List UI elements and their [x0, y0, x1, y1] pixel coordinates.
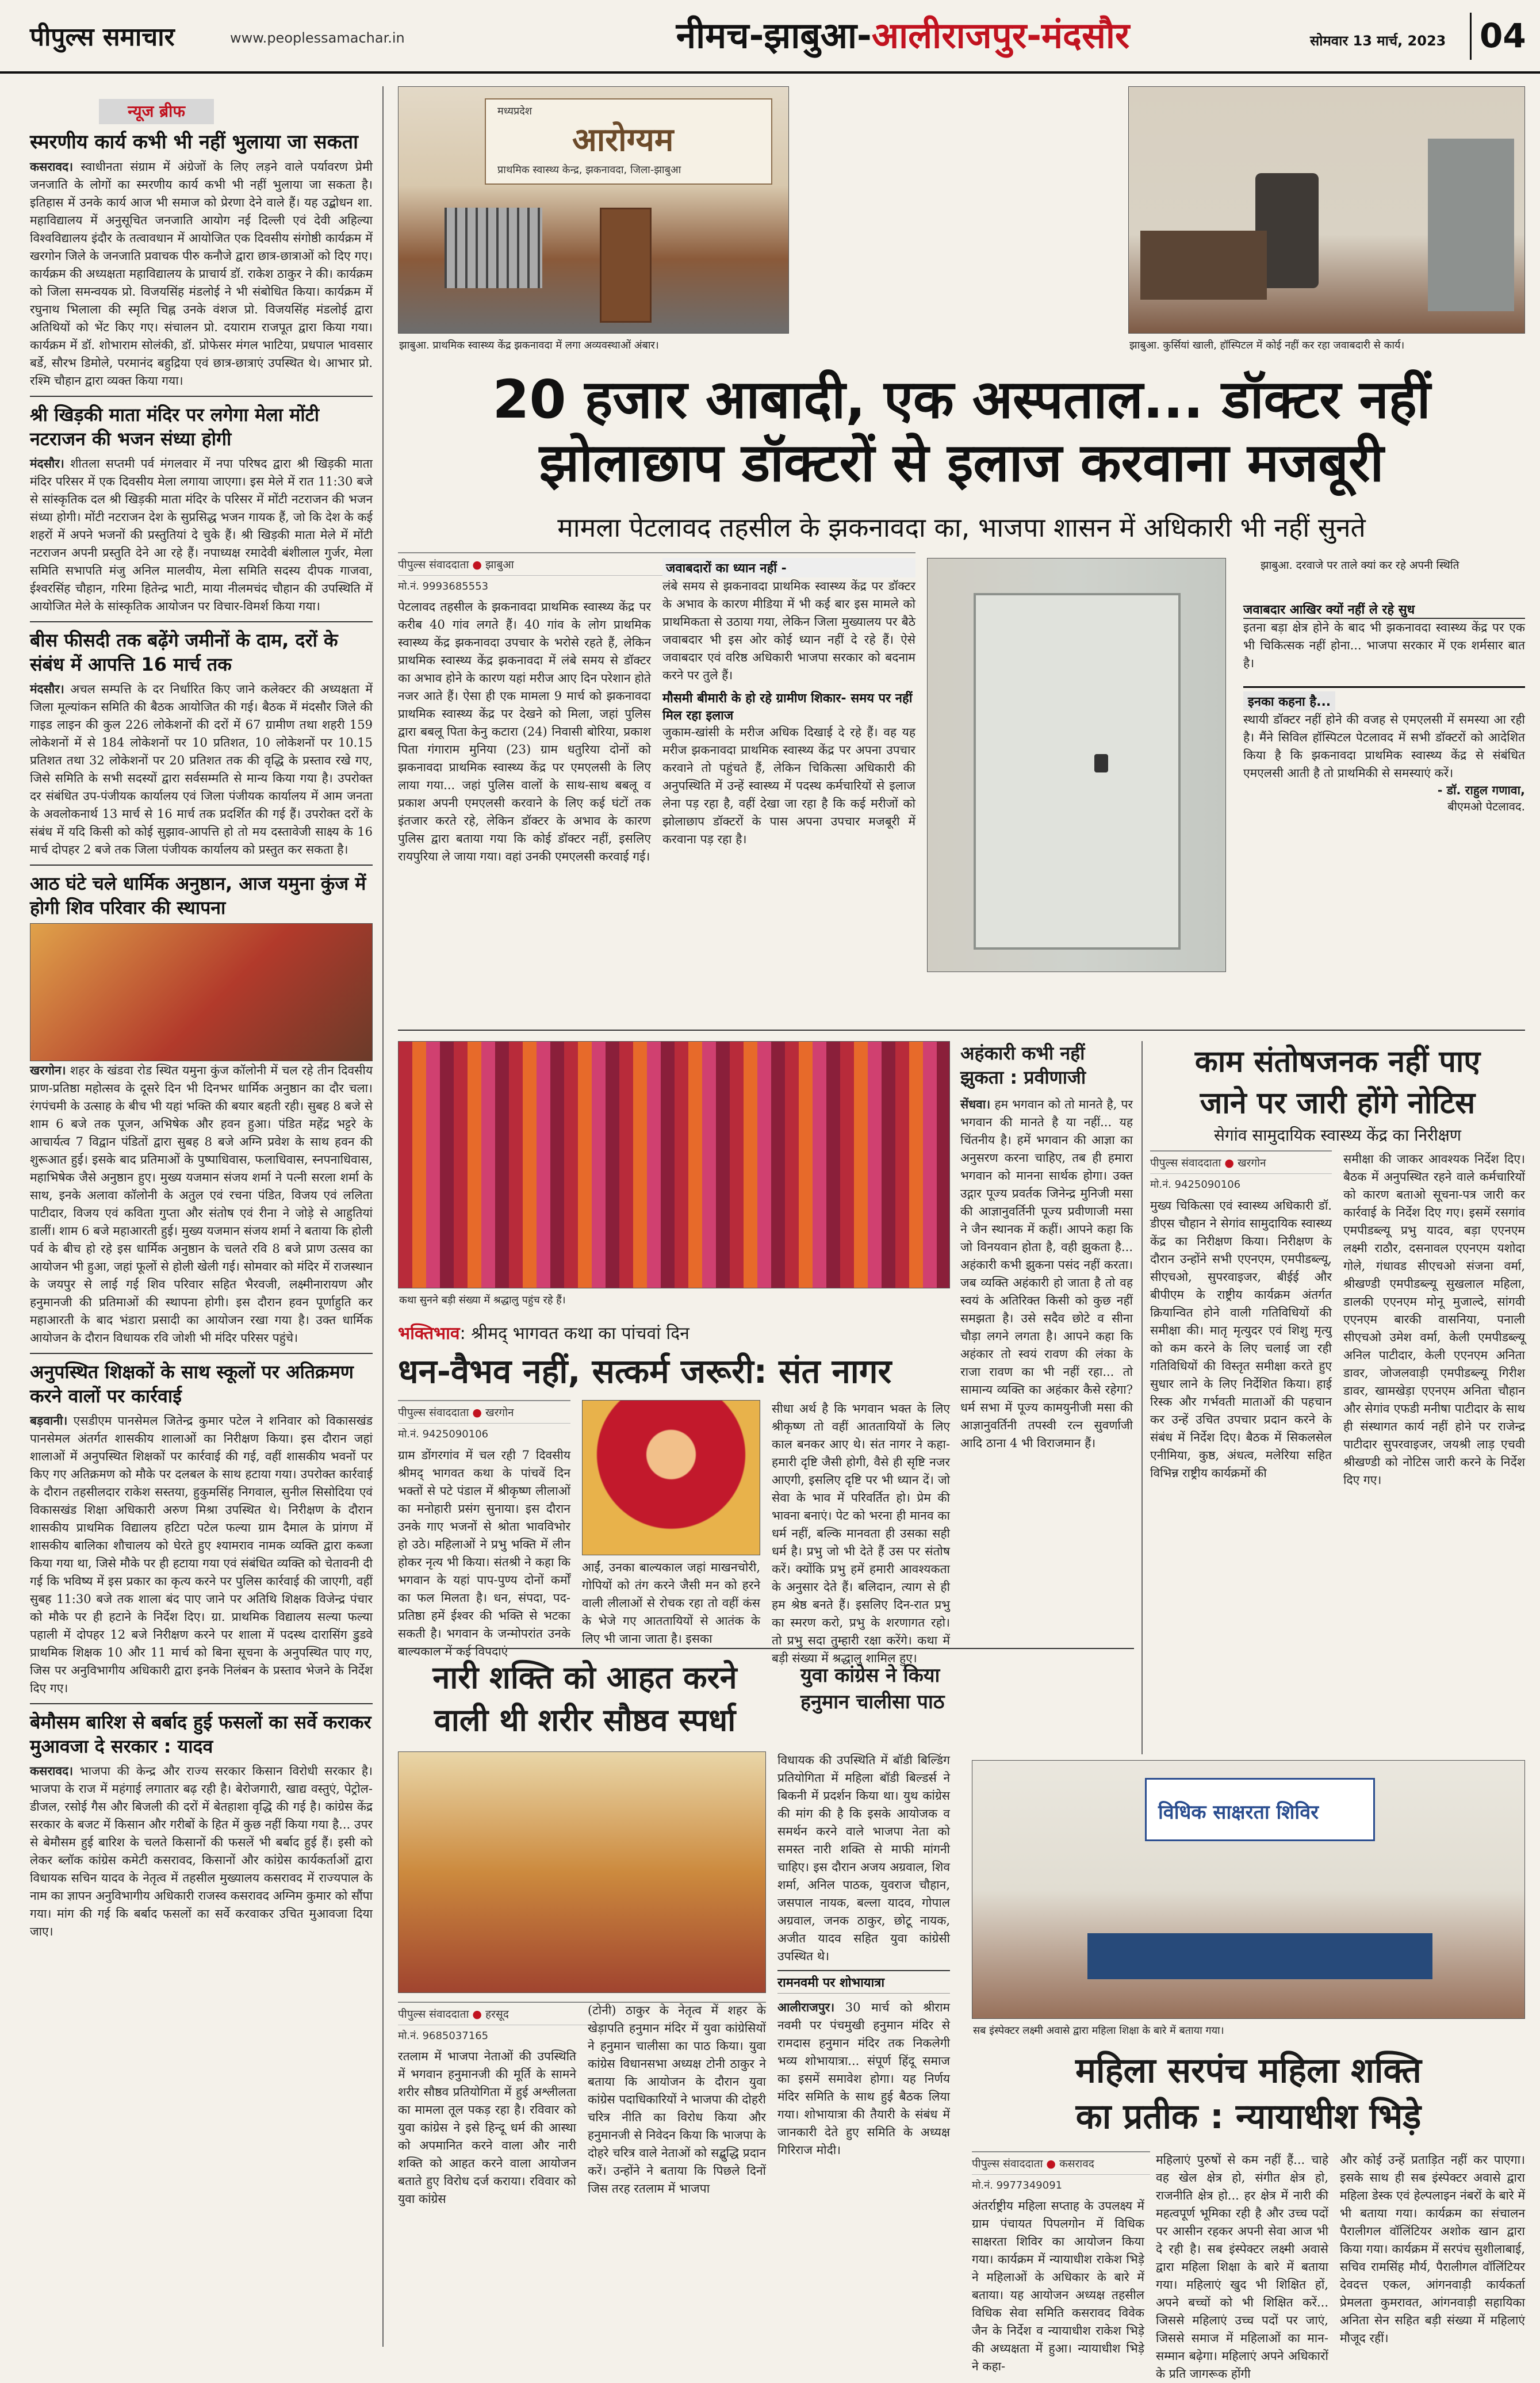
- brief-dateline: मंदसौर।: [30, 456, 64, 471]
- nari-col2: (टोनी) ठाकुर के नेतृत्व में शहर के खेड़ापति हनुमान मंदिर में युवा कांग्रेसियों ने हनुमान चालीसा का पाठ किया। युवा कांग्रेस विधानसभा अध्यक्ष टोनी ठाकुर ने बताया कि आयोजन के दौरान युवा कांग्रेस पदाधिकारियों ने भाजपा की दोहरी चरित्र नीति का विरोध किया और हनुमानजी से निवेदन किया कि भाजपा के दोहरे चरित्र वाले नेताओं को सद्बुद्धि प्रदान करें। उन्होंने ने बताया कि पिछले दिनों जिस तरह रतलाम में भाजपा: [588, 2003, 766, 2195]
- ramnavmi-text: 30 मार्च को श्रीराम नवमी पर पंचमुखी हनुमान मंदिर से रामदास हनुमान मंदिर तक निकलेगी भव्य शोभायात्रा... संपूर्ण हिंदू समाज का इसमें समावेश होगा। यह निर्णय मंदिर समिति के साथ हुई बैठक लिया गया। शोभायात्रा की तैयारी के संबंध में जानकारी देते हुए समिति के अध्यक्ष गिरिराज मोदी।: [777, 2001, 950, 2157]
- sarpanch-headline-1: महिला सरपंच महिला शक्ति: [1075, 2051, 1422, 2091]
- ahankari-text: हम भगवान को तो मानते है, पर भगवान की मानते है या नहीं... यह चिंतनीय है। हमें भगवान की आज्ञा का अनुसरण करना चाहिए, तब ही हमारा भगवान को मानना सार्थक होगा। उक्त उद्गार पूज्य प्रवर्तक जिनेन्द्र मुनिजी मसा की आज्ञानुवर्तिनी पूज्य प्रवीणाजी मसा ने जैन स्थानक में कहीं। आपने कहा कि जो विनयवान होता है, वही झुकता है... अहंकारी कभी झुकना पसंद नहीं करता। जब व्यक्ति अहंकारी हो जाता है तो वह स्वयं के अतिरिक्त किसी को कुछ नहीं समझता है। उसे सदैव छोटे व सीना चौड़ा लगने लगता है। आपने कहा कि अहंकार तो स्वयं रावण की लंका के राजा रावण का भी नहीं रहा... तो सामान्य व्यक्ति का अहंकार कैसे रहेगा? धर्म सभा में पूज्य कामयुनीजी मसा की आज्ञानुवर्तिनी तपस्वी रत्न सुवर्णाजी आदि ठाना 4 भी विराजमान हैं।: [960, 1097, 1133, 1450]
- grill-window: [445, 208, 542, 288]
- notice-col1: मुख्य चिकित्सा एवं स्वास्थ्य अधिकारी डॉ. डीएस चौहान ने सेगांव सामुदायिक स्वास्थ्य केंद्र का निरीक्षण किया। निरीक्षण के दौरान उन्होंने सभी एएनएम, एमपीडब्ल्यू, सीएचओ, सुपरवाइजर, बीईई और बीपीएम के राष्ट्रीय कार्यक्रम अंतर्गत क्रियान्वित होने वाली गतिविधियों की समीक्षा की। मातृ मृत्युदर एवं शिशु मृत्यु को कम करने के लिए चलाई जा रही गतिविधियों की विस्तृत समीक्षा करते हुए सुधार लाने के लिए निर्देशित किया। हाई रिस्क और गर्भवती माताओं की पहचान कर उन्हें उचित उपचार प्रदान करने के संबंध में निर्देश दिए। बैठक में सिकलसेल एनीमिया, कुष्ठ, अंधत्व, मलेरिया सहित विभिन्न राष्ट्रीय कार्यक्रमों की: [1150, 1199, 1332, 1480]
- brief-item: [30, 1710, 373, 1941]
- health-centre-sign: मध्यप्रदेश आरोग्यम प्राथमिक स्वास्थ्य केन्द्र, झकनावदा, जिला-झाबुआ: [485, 98, 772, 185]
- notice-headline-1: काम संतोषजनक नहीं पाए: [1194, 1045, 1481, 1079]
- saint-photo: [582, 1400, 760, 1555]
- quote-box: [1243, 686, 1525, 814]
- lead-col2b: जुकाम-खांसी के मरीज अधिक दिखाई दे रहे हैं। वह यह मरीज झकनावदा प्राथमिक स्वास्थ्य केंद्र पर अपना उपचार करवाने तो पहुंचते हैं, लेकिन चिकित्सा अधिकारी की अनुपस्थिति में उन्हें स्वास्थ्य में पदस्थ कर्मचारियों से इलाज लेना पड़ रहा है, वहीं देखा जा रहा है कि कई मरीजों को झोलाछाप डॉक्टरों के पास अपना उपचार मजबूरी में करवाना पड़ रहा है।: [662, 725, 915, 846]
- brief-headline: आठ घंटे चले धार्मिक अनुष्ठान, आज यमुना कुंज में होगी शिव परिवार की स्थापना: [30, 873, 366, 919]
- brief-dateline: मंदसौर।: [30, 682, 64, 696]
- news-brief-column: [30, 86, 373, 2347]
- desk: [1140, 231, 1267, 300]
- sarpanch-col1: अंतर्राष्ट्रीय महिला सप्ताह के उपलक्ष्य में ग्राम पंचायत पिपलगोन में विधिक साक्षरता शिविर का आयोजन किया गया। कार्यक्रम में न्यायाधीश राकेश भिड़े ने महिलाओं के अधिकार के बारे में बताया। यह आयोजन अध्यक्ष तहसील विधिक सेवा समिति कसरावद विवेक जैन के निर्देश व न्यायाधीश राकेश भिड़े की अध्यक्षता में हुआ। न्यायाधीश भिड़े ने कहा-: [972, 2199, 1144, 2373]
- sarpanch-story: [972, 1760, 1525, 2381]
- brief-item: [30, 130, 373, 390]
- door: [600, 208, 652, 323]
- lock-icon: [1094, 754, 1108, 772]
- notice-col2: समीक्षा की जाकर आवश्यक निर्देश दिए। बैठक में अनुपस्थित रहने वाले कर्मचारियों को कारण बताओ सूचना-पत्र जारी कर कार्रवाई के निर्देश दिए गए। इसमें रसगांव एमपीडब्ल्यू प्रभु यादव, बड़ा एएनएम लक्ष्मी राठौर, दसनावल एएनएम यशोदा गोले, गंधावड सीएचओ संजना वर्मा, श्रीखण्डी एमपीडब्ल्यू सुखलाल महिला, डालकी एएनएम मोनू मुजाल्दे, सांगवी एएनएम बारकी वासनिया, पनाली सीएचओ उमेश वर्मा, केली एमपीडब्ल्यू अनिल पाटीदार, केली एएनएम अनिता डावर, जोजलवाड़ी एमपीडब्ल्यू गिरीश डावर, खामखेड़ा एएनएम अनिता चौहान और सेगांव एफडी मनीषा पाटीदार के साथ ही संस्थागत कार्य नहीं होने पर राजेन्द्र पाटीदार सुपरवाइजर, जयश्री लाड़ एचवी श्रीखण्डी को नोटिस जारी करने के निर्देश दिए गए।: [1343, 1152, 1525, 1487]
- news-brief-tag: [99, 99, 214, 124]
- brief-dateline: कसरावद।: [30, 1764, 74, 1778]
- reporter-mobile: मो.नं. 9993685553: [398, 580, 489, 592]
- photo-caption-door: झाबुआ. दरवाजे पर ताले क्यां कर रहे अपनी स्थिति: [1261, 559, 1459, 572]
- photo-caption: झाबुआ. कुर्सियां खाली, हॉस्पिटल में कोई नहीं कर रहा जवाबदारी से कार्य।: [1128, 336, 1525, 354]
- notice-headline-2: जाने पर जारी होंगे नोटिस: [1200, 1086, 1476, 1120]
- ahankari-dateline: सेंधवा।: [960, 1097, 991, 1111]
- nari-col1: रतलाम में भाजपा नेताओं की उपस्थिति में भगवान हनुमानजी की मूर्ति के सामने शरीर सौष्ठव प्रतियोगिता में हुई अश्लीलता का मामला तूल पकड़ रहा है। रविवार को युवा कांग्रेस ने इसे हिन्दू धर्म की आस्था को अपमानित करने वाला और नारी शक्ति को आहत करने वाला आयोजन बताते हुए विरोध दर्ज कराया। रविवार को युवा कांग्रेस: [398, 2049, 576, 2206]
- ahankari-story: [960, 1041, 1133, 1501]
- brief-dateline: खरगोन।: [30, 1063, 66, 1077]
- lead-col2a: लंबे समय से झकनावदा प्राथमिक स्वास्थ्य केंद्र पर डॉक्टर के अभाव के कारण मीडिया में भी कई बार इस मामले को प्राथमिकता से उठाया गया, लेकिन जिला मुख्यालय पर बैठे जवाबदार भी इस ओर कोई ध्यान नहीं दे रहे हैं। ऐसे जवाबदार एवं वरिष्ठ अधिकारी भाजपा सरकार को बदनाम करने पर तुले हैं।: [662, 579, 915, 682]
- bhagwat-headline: धन-वैभव नहीं, सत्कर्म जरूरी: संत नागर: [398, 1352, 892, 1391]
- nari-headline-1: नारी शक्ति को आहत करने: [432, 1659, 737, 1696]
- photo-caption: झाबुआ. प्राथमिक स्वास्थ्य केंद्र झकनावदा में लगा अव्यवस्थाओं अंबार।: [398, 336, 789, 354]
- brief-text: अचल सम्पत्ति के दर निर्धारित किए जाने कलेक्टर की अध्यक्षता में जिला मूल्यांकन समिति की बैठक आयोजित की गई। बैठक में मंदसौर जिले की गाइड लाइन की कुल 226 लोकेशनों की दरों में 67 ग्रामीण तथा शहरी 159 लोकेशनों में से 184 लोकेशनों पर 10 प्रतिशत, 10 लोकेशनों पर 10.15 प्रतिशत तथा 32 लोकेशनों पर 20 प्रतिशत तक की वृद्धि के प्रस्ताव रखे गए, जिसे समिति के सभी सदस्यों द्वारा सर्वसम्मति से मान्य किया गया है। उपरोक्त दर संबंधित उप-पंजीयक कार्यालय एवं जिला पंजीयक कार्यालय में आम जनता के अवलोकनार्थ 13 मार्च से 16 मार्च तक प्रदर्शित की गई हैं। उपरोक्त दरों के संबंध में यदि किसी को कोई सुझाव-आपत्ति हो तो मय दस्तावेजी साक्ष्य के 16 मार्च दोपहर 2 बजे तक जिला पंजीयक कार्यालय को प्रस्तुत कर सकता है।: [30, 682, 373, 856]
- ahankari-headline: अहंकारी कभी नहीं झुकता : प्रवीणाजी: [960, 1042, 1086, 1088]
- brief-item: [30, 1360, 373, 1697]
- side-headline: युवा कांग्रेस ने किया हनुमान चालीसा पाठ: [800, 1664, 945, 1713]
- lead-subhead-3: जवाबदार आखिर क्यों नहीं ले रहे सुध: [1243, 600, 1525, 619]
- brief-text: एसडीएम पानसेमल जितेन्द्र कुमार पटेल ने शनिवार को विकासखंड पानसेमल अंतर्गत शासकीय शालाओं का निरीक्षण किया। इस दौरान जहां शालाओं में अनुपस्थित शिक्षकों पर कार्रवाई की गई, वहीं शासकीय भवनों पर किए गए अतिक्रमण को मौके पर दलबल के साथ हटाया गया। उपरोक्त कार्रवाई के दौरान तहसीलदार राकेश सस्तया, हुकुमसिंह निगवाल, सुनील सिसोदिया एवं विकासखंड शिक्षा अधिकारी अरुण मिश्रा उपस्थित थे। निरीक्षण के दौरान शासकीय प्राथमिक विद्यालय हटिटा पटेल फल्या ग्राम दैमाल के प्रांगण में शासकीय बालिका शौचालय को घेरते हुए श्यामराव नामक व्यक्ति द्वारा कब्जा किया गया था, जिसे मौके पर ही हटाया गया एवं संबंधित व्यक्ति को चेतावनी दी गई कि भविष्य में इस प्रकार का कृत्य करने पर पुलिस कार्रवाई की जाएगी, वहीं सुबह 11:30 बजे तक शाला बंद पाए जाने पर अतिथि शिक्षक विजेन्द्र पंचार को मौके पर ही हटाने के निर्देश दिए। ग्रा. प्राथमिक विद्यालय सल्या फल्या पहाली में दोपहर 12 बजे निरीक्षण करने पर शाला में पदस्थ दारासिंग डुडवे प्राथमिक शिक्षक 10 और 11 मार्च को बिना सूचना के अनुपस्थित पाए गए, जिस पर अनुविभागीय अधिकारी द्वारा इनके निलंबन के प्रस्ताव भेजने के निर्देश दिए गए।: [30, 1414, 373, 1695]
- sarpanch-headline-2: का प्रतीक : न्यायाधीश भिड़े: [1075, 2097, 1422, 2137]
- notice-subhead: सेगांव सामुदायिक स्वास्थ्य केंद्र का निरीक्षण: [1213, 1126, 1462, 1145]
- empty-room-photo: [1128, 86, 1525, 334]
- logo-text: पीपुल्स समाचार: [30, 22, 175, 52]
- brief-text: भाजपा की केन्द्र और राज्य सरकार किसान विरोधी सरकार है। भाजपा के राज में महंगाई लगातार बढ़ रही है। बेरोजगारी, खाद्य वस्तुएं, पेट्रोल-डीजल, रसोई गैस और बिजली की दरों में बेतहाशा वृद्धि की गई है। कांग्रेस केंद्र सरकार के बजट में किसान और गरीबों के हित में कुछ नहीं किया गया है... उपर से बेमौसम हुई बारिश के चलते किसानों की फसलें भी बर्बाद हुई हैं। इसी को लेकर ब्लॉक कांग्रेस कमेटी कसरावद, किसानों और कांग्रेस कार्यकर्ताओं द्वारा विधायक सचिन यादव के नेतृत्व में तहसील मुख्यालय कसरावद में राज्यपाल के नाम का ज्ञापन अनुविभागीय अधिकारी राजस्व कसरावद अग्निम कुमार को सौंपा गया। मांग की गई कि बर्बाद फसलों का सर्वे करवाकर उचित मुआवजा दिया जाए।: [30, 1764, 373, 1938]
- bhagwat-col1: ग्राम डोंगरगांव में चल रही 7 दिवसीय श्रीमद् भागवत कथा के पांचवें दिन भक्तों से पटे पंडाल में श्रीकृष्ण लीलाओं का मनोहारी प्रसंग सुनाया। इस दौरान उनके गाए भजनों से श्रोता भावविभोर हो उठे। महिलाओं ने प्रभु भक्ति में लीन होकर नृत्य भी किया। संतश्री ने कहा कि भगवान के यहां पाप-पुण्य दोनों कर्मों का फल मिलता है। धन, संपदा, पद-प्रतिष्ठा हमें ईश्वर की भक्ति से भटका सकती है। भगवान के जन्मोपरांत उनके बाल्यकाल में कई विपदाएं: [398, 1448, 570, 1658]
- quote-text: स्थायी डॉक्टर नहीं होने की वजह से एमएलसी में समस्या आ रही है। मैंने सिविल हॉस्पिटल पेटलावद में सभी डॉक्टरों को आदेशित किया है कि झकनावदा प्राथमिक स्वास्थ्य केंद्र से संबंधित एमएलसी आती है तो प्राथमिकी से समस्याएं करें।: [1243, 713, 1525, 780]
- issue-date: सोमवार 13 मार्च, 2023: [1310, 33, 1446, 49]
- lead-subhead-1: जवाबदारों का ध्यान नहीं -: [662, 558, 915, 577]
- quote-head: इनका कहना है...: [1243, 691, 1335, 711]
- brief-item: [30, 403, 373, 615]
- masthead: [0, 0, 1540, 74]
- locked-door-photo: [927, 558, 1226, 972]
- lead-subhead-2: मौसमी बीमारी के हो रहे ग्रामीण शिकार- समय पर नहीं मिल रहा इलाज: [662, 691, 913, 723]
- lead-byline: पीपुल्स संवाददाता ● झाबुआ मो.नं. 9993685553: [398, 552, 915, 599]
- legal-camp-photo: [972, 1760, 1525, 2019]
- bhagwat-col3: सीधा अर्थ है कि भगवान भक्त के लिए श्रीकृष्ण तो वहीं आततायियों के लिए काल बनकर आए थे। संत नागर ने कहा- हमारी दृष्टि जैसी होगी, वैसे ही सृष्टि नजर आएगी, इसलिए दृष्टि पर भी ध्यान दें। जो सेवा के भाव में परिवर्तित हो। प्रेम की भावना बनाएं। पेट को भरना ही मानव का धर्म नहीं, बल्कि मानवता ही उसका सही धर्म है। प्रभु जो भी देते हैं उस पर संतोष करें। क्योंकि प्रभु हमें हमारी आवश्यकता के अनुसार देते हैं। बलिदान, त्याग से ही हम श्रेष्ठ बनते हैं। इसलिए दिन-रात प्रभु का स्मरण करो, प्रभु के शरणागत रहो। तो प्रभु सदा तुम्हारी रक्षा करेंगे। कथा में बड़ी संख्या में श्रद्धालु शामिल हुए।: [772, 1402, 950, 1665]
- brief-headline: अनुपस्थित शिक्षकों के साथ स्कूलों पर अतिक्रमण करने वालों पर कार्रवाई: [30, 1361, 354, 1407]
- sarpanch-col2: महिलाएं पुरुषों से कम नहीं हैं... चाहे वह खेल क्षेत्र हो, संगीत क्षेत्र हो, राजनीति क्षेत्र हो... हर क्षेत्र में नारी की महत्वपूर्ण भूमिका रही है और उच्च पदों पर आसीन रहकर अपनी सेवा आज भी दे रही है। सब इंस्पेक्टर लक्ष्मी अवासे द्वारा महिला शिक्षा के बारे में बताया गया। महिलाएं खुद भी शिक्षित हों, अपने बच्चों को भी शिक्षित करें... जिससे महिलाएं उच्च पदों पर जाएं, जिससे समाज में महिलाओं का मान-सम्मान बढ़ेगा। महिलाएं अपने अधिकारों के प्रति जागरूक होंगी: [1156, 2153, 1328, 2381]
- brief-text: शीतला सप्तमी पर्व मंगलवार में नपा परिषद द्वारा श्री खिड़की माता मंदिर परिसर में एक दिवसीय मेला लगाया जाएगा। इस मेले में रात 11:30 बजे से सांस्कृतिक दल श्री खिड़की माता मंदिर के परिसर में मोंटी नटराजन की भजन संध्या होगी। मोंटी नटराजन देश के सुप्रसिद्ध भजन गायक हैं, जो कि देश के कई शहरों में अपने भजनों की प्रस्तुतियां दे चुके हैं। श्री खिड़की माता मेले में मोंटी नटराजन अपनी प्रस्तुति देने आ रहे हैं। नपाध्यक्ष रमादेवी बंशीलाल गुर्जर, मेला समिति सभापति मंजु अनिल मालवीय, मेला समिति सदस्य दीपक गाजवा, ईश्वरसिंह चौहान, गरिमा हितेन्द्र भाटी, माया नीलमचंद चौहान की उपस्थिति में आयोजित मेले के सांस्कृतिक आयोजन पर विचार-विमर्श किया गया।: [30, 457, 373, 613]
- photo-caption: कथा सुनने बड़ी संख्या में श्रद्धालु पहुंच रहे हैं।: [398, 1291, 950, 1309]
- brief-item: [30, 628, 373, 859]
- quote-role: बीएमओ पेटलावद.: [1447, 800, 1525, 813]
- brief-headline: स्मरणीय कार्य कभी भी नहीं भुलाया जा सकता: [30, 131, 358, 154]
- page-number: 04: [1480, 16, 1526, 55]
- temple-photo: [398, 1751, 766, 1993]
- brief-dateline: बड़वानी।: [30, 1413, 68, 1428]
- brief-headline: बेमौसम बारिश से बर्बाद हुई फसलों का सर्वे कराकर मुआवजा दे सरकार : यादव: [30, 1711, 371, 1757]
- sarpanch-col3: और कोई उन्हें प्रताड़ित नहीं कर पाएगा। इसके साथ ही सब इंस्पेक्टर अवासे द्वारा महिला डेस्क एवं हेल्पलाइन नंबरों के बारे में भी बताया गया। कार्यक्रम का संचालन पैरालीगल वॉलिंटियर अशोक खान द्वारा किया गया। कार्यक्रम में सरपंच सुशीलाबाई, सचिव रामसिंह मौर्य, पैरालीगल वॉलिंटियर देवदत्त एकल, आंगनवाड़ी कार्यकर्ता प्रेमलता कुमरावत, आंगनवाड़ी सहायिका अनिता सेन सहित बड़ी संख्या में महिलाएं मौजूद रहीं।: [1340, 2153, 1525, 2345]
- brief-headline: बीस फीसदी तक बढ़ेंगे जमीनों के दाम, दरों के संबंध में आपत्ति 16 मार्च तक: [30, 629, 338, 675]
- quote-by: - डॉ. राहुल गणावा,: [1437, 783, 1525, 797]
- table: [1087, 1933, 1432, 1979]
- news-brief-tag-text: न्यूज ब्रीफ: [128, 102, 185, 121]
- nari-headline-2: वाली थी शरीर सौष्ठव स्पर्धा: [434, 1702, 736, 1738]
- ramnavmi-dateline: आलीराजपुर।: [777, 2000, 835, 2014]
- lead-subhead: मामला पेटलावद तहसील के झकनावदा का, भाजपा शासन में अधिकारी भी नहीं सुनते: [557, 512, 1366, 543]
- section-title-red: आलीराजपुर-मंदसौर: [871, 14, 1130, 56]
- cupboard: [1428, 139, 1514, 311]
- sarpanch-byline: पीपुल्स संवाददाता ● कसरावद मो.नं. 9977349091: [972, 2151, 1150, 2198]
- bhagwat-col2: आईं, उनका बाल्यकाल जहां माखनचोरी, गोपियों को तंग करने जैसी मन को हरने वाली लीलाओं से रोचक रहा तो वहीं कंस के भेजे गए आततायियों से आतंक के लिए भी जाना जाता है। इसका: [582, 1560, 760, 1646]
- bhagwat-kicker: भक्तिभाव: श्रीमद् भागवत कथा का पांचवां दिन: [398, 1324, 689, 1344]
- ramnavmi-subhead: रामनवमी पर शोभायात्रा: [777, 1970, 950, 1994]
- section-title-black: नीमच-झाबुआ-: [676, 14, 872, 56]
- lead-headline-2: झोलाछाप डॉक्टरों से इलाज करवाना मजबूरी: [539, 432, 1384, 494]
- nari-byline: पीपुल्स संवाददाता ● हरसूद मो.नं. 9685037165: [398, 2002, 766, 2048]
- nari-col3: विधायक की उपस्थिति में बॉडी बिल्डिंग प्रतियोगिता में महिला बॉडी बिल्डर्स ने बिकनी में प्रदर्शन किया था। युथ कांग्रेस की मांग की है कि इसके आयोजक व समर्थन करने वाले भाजपा नेता को समस्त नारी शक्ति से माफी मांगनी चाहिए। इस दौरान अजय अग्रवाल, शिव शर्मा, अनिल पाठक, युवराज चौहान, जसपाल नायक, बल्ला यादव, गोपाल अग्रवाल, जनक ठाकुर, छोटू नायक, अजीत यादव सहित युवा कांग्रेसी उपस्थित थे।: [777, 1753, 950, 1963]
- notice-story: काम संतोषजनक नहीं पाए जाने पर जारी होंगे नोटिस सेगांव सामुदायिक स्वास्थ्य केंद्र का निरीक्षण पीपुल्स संवाददाता ● खरगोन मो.नं. 9425090106 मुख्य चिकित्सा एवं स्वास्थ्य अधिकारी डॉ. डीएस चौहान ने सेगांव सामुदायिक स्वास्थ्य केंद्र का निरीक्षण किया। निरीक्षण के दौरान उन्होंने सभी एएनएम, एमपीडब्ल्यू, सीएचओ, सुपरवाइजर, बीईई और बीपीएम के राष्ट्रीय कार्यक्रम अंतर्गत क्रियान्वित होने वाली गतिविधियों की समीक्षा की। मातृ मृत्युदर एवं शिशु मृत्यु को कम करने के लिए चलाई जा रही गतिविधियों की विस्तृत समीक्षा करते हुए सुधार लाने के लिए निर्देशित किया। हाई रिस्क और गर्भवती माताओं की पहचान कर उन्हें उचित उपचार प्रदान करने के संबंध में निर्देश दिए। बैठक में सिकलसेल एनीमिया, कुष्ठ, अंधत्व, मलेरिया सहित विभिन्न राष्ट्रीय कार्यक्रमों की समीक्षा की जाकर आवश्यक निर्देश दिए। बैठक में अनुपस्थित रहने वाले कर्मचारियों को कारण बताओ सूचना-पत्र जारी कर कार्रवाई के निर्देश दिए गए। इसमें रसगांव एमपीडब्ल्यू प्रभु यादव, बड़ा एएनएम लक्ष्मी राठौर, दसनावल एएनएम यशोदा गोले, गंधावड सीएचओ संजना वर्मा, श्रीखण्डी एमपीडब्ल्यू सुखलाल महिला, डालकी एएनएम मोनू मुजाल्दे, सांगवी एएनएम बारकी वासनिया, पनाली सीएचओ उमेश वर्मा, केली एमपीडब्ल्यू अनिल पाटीदार, केली एएनएम अनिता डावर, जोजलवाड़ी एमपीडब्ल्यू गिरीश डावर, खामखेड़ा एएनएम अनिता चौहान और सेगांव एफडी मनीषा पाटीदार के साथ ही संस्थागत कार्य नहीं होने पर राजेन्द्र पाटीदार सुपरवाइजर, जयश्री लाड़ एचवी श्रीखण्डी को नोटिस जारी करने के निर्देश दिए गए।: [1150, 1041, 1525, 1749]
- lead-col3: इतना बड़ा क्षेत्र होने के बाद भी झकनावदा स्वास्थ्य केंद्र पर एक भी चिकित्सक नहीं होना... भाजपा सरकार में एक शर्मसार बात है।: [1243, 621, 1525, 670]
- devotees-photo: [398, 1041, 950, 1288]
- health-centre-photo: [398, 86, 789, 334]
- photo-caption: सब इंस्पेक्टर लक्ष्मी अवासे द्वारा महिला शिक्षा के बारे में बताया गया।: [972, 2021, 1525, 2040]
- camp-banner: विधिक साक्षरता शिविर: [1145, 1778, 1375, 1841]
- bhagwat-byline: पीपुल्स संवाददाता ● खरगोन मो.नं. 9425090106: [398, 1400, 570, 1447]
- lead-col1: पेटलावद तहसील के झकनावदा प्राथमिक स्वास्थ्य केंद्र पर करीब 40 गांव लगते हैं। 40 गांव के लोग प्राथमिक स्वास्थ्य केंद्र झकनावदा उपचार के भरोसे रहते हैं, लेकिन प्राथमिक स्वास्थ्य केंद्र झकनावदा में लंबे समय से डॉक्टर का अभाव होने के कारण यहां मरीज आए दिन परेशान होते नजर आते हैं। ऐसा ही एक मामला 9 मार्च को झकनावदा प्राथमिक स्वास्थ्य केंद्र पर देखने को मिला, जहां पुलिस द्वारा बबलू पिता केनु कटारा (24) निवासी बोरिया, प्रकाश पिता गंगाराम मुनिया (23) ग्राम धतुरिया दोनों को झकनावदा प्राथमिक स्वास्थ्य केंद्र पर एमएलसी के लिए लाया गया... जहां पुलिस वालों के साथ-साथ बबलू व प्रकाश अपनी एमएलसी करवाने के लिए कई घंटों तक इंतजार करते रहे, लेकिन डॉक्टर के अभाव के कारण पुलिस द्वारा बताया गया कि कोई डॉक्टर नहीं, इसलिए रायपुरिया ले जाया गया। वहां उनकी एमएलसी करवाई गई।: [398, 600, 651, 863]
- puja-photo: [30, 923, 373, 1061]
- page-number-box: [1470, 13, 1525, 60]
- section-title: [506, 10, 1300, 63]
- website-url[interactable]: www.peoplessamachar.in: [230, 30, 405, 46]
- brief-headline: श्री खिड़की माता मंदिर पर लगेगा मेला मोंटी नटराजन की भजन संध्या होगी: [30, 404, 320, 450]
- lead-headline-1: 20 हजार आबादी, एक अस्पताल... डॉक्टर नहीं: [492, 369, 1431, 430]
- masthead-logo[interactable]: [30, 17, 237, 55]
- brief-text: स्वाधीनता संग्राम में अंग्रेजों के लिए लड़ने वाले पर्यावरण प्रेमी जनजाति के लोगों का स्मरणीय कार्य कभी भी नहीं भुलाया जा सकता है। इतिहास में उनके कार्य आज भी समाज को प्रेरणा देने वाले हैं। यह उद्बोधन शा. महाविद्यालय में अनुसूचित जनजाति आयोग नई दिल्ली एवं देवी अहिल्या विश्वविद्यालय इंदौर के तत्वावधान में आयोजित एक दिवसीय संगोष्ठी कार्यक्रम में खरगोन जिले के जनजाति प्रवाचक पीरु कनौजे द्वारा छात्र-छात्राओं को दिए गए। कार्यक्रम की अध्यक्षता महाविद्यालय के प्राचार्य डॉ. राकेश ठाकुर ने की। कार्यक्रम को जिला समन्वयक प्रो. विजयसिंह मंडलोई ने भी संबोधित किया। कार्यक्रम में रघुनाथ भिलाला की स्मृति चिह्न उनके वंशज प्रो. विजयसिंह मंडलोई द्वारा अतिथियों को भेंट किए गए। संचालन प्रो. दयाराम राजपूत द्वारा किया गया। कार्यक्रम में डॉ. शोभाराम सोलंकी, डॉ. प्रोफेसर मंगल भाटिया, प्रधपाल भावसार बर्डे, सौरभ डिमोले, परमानंद बहुद्रिया एवं छात्र-छात्राएं उपस्थित थे। आभार प्रो. रश्मि चौहान द्वारा व्यक्त किया गया।: [30, 160, 373, 388]
- lead-story: [398, 86, 1525, 1018]
- brief-text: शहर के खंडवा रोड स्थित यमुना कुंज कॉलोनी में चल रहे तीन दिवसीय प्राण-प्रतिष्ठा महोत्सव के दूसरे दिन भी दिनभर धार्मिक अनुष्ठान का दौर चला। रंगपंचमी के उत्साह के बीच भी यहां भक्ति की बयार बहती रही। सुबह 8 बजे से शाम 6 बजे तक पूजन, अभिषेक और हवन हुआ। पंडित महेंद्र भट्टरे के आचार्यत्व 7 विद्वान पंडितों द्वारा सुबह 8 बजे अग्नि प्रवेश के साथ हवन की शुरूआत हुई। इसके बाद प्रतिमाओं के पुष्पाधिवास, फलाधिवास, स्नपनाधिवास, महाभिषेक जैसे अनुष्ठान हुए। मुख्य यजमान संजय शर्मा ने पत्नी सरला शर्मा के साथ, इनके अलावा कॉलोनी के अतुल एवं रचना पंडित, विजय एवं ललिता पाटीदार, विजय एवं कविता गुप्ता और संतोष एवं रीना ने जोड़े से आहुतियां डालीं। शाम 6 बजे महाआरती हुई। मुख्य यजमान संजय शर्मा ने बताया कि होली पर्व के बीच हो रहे इस धार्मिक अनुष्ठान के चलते रवि 8 बजे प्राण उत्सव का आयोजन भी हुआ, जहां फूलों से होली खेली गई। सोमवार को मंदिर में राजस्थान के जयपुर से लाई गई शिव परिवार सहित भैरवजी, लक्ष्मीनारायण और हनुमानजी की प्रतिमाओं की स्थापना होगी। इस दौरान हवन पूर्णाहुति कर महाआरती के बाद भंडारा प्रसादी का आयोजन रखा गया है। उक्त धार्मिक आयोजन के दौरान विधायक रवि जोशी भी मंदिर परिसर पहुंचे।: [30, 1064, 373, 1345]
- brief-dateline: कसरावद।: [30, 159, 74, 174]
- brief-item: [30, 871, 373, 1347]
